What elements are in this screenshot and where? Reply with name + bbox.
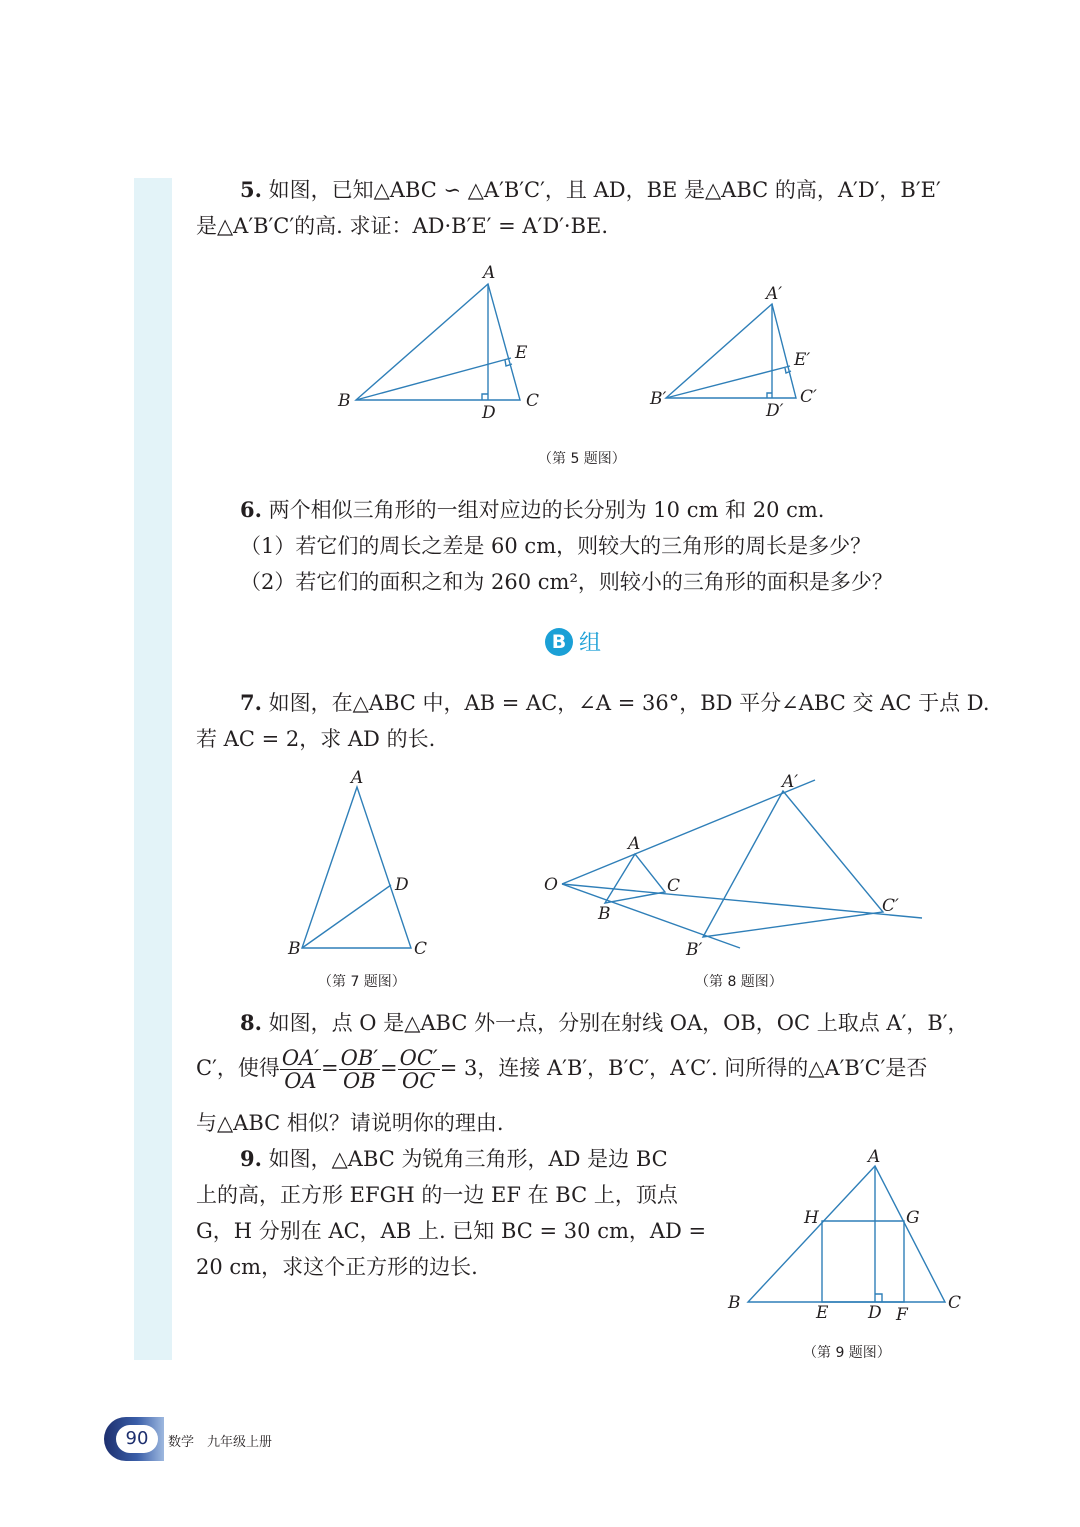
- q5-figure-right: [640, 280, 840, 430]
- group-b-heading: [545, 626, 601, 657]
- q9-line4: 20 cm，求这个正方形的边长.: [196, 1255, 478, 1279]
- triangle-abc: [748, 1166, 945, 1302]
- book-title: 数学 九年级上册: [168, 1435, 273, 1450]
- triangle-a2b2c2: [666, 304, 796, 398]
- group-label: 组: [579, 631, 602, 656]
- fraction-ob: $\frac{OB'}{OB}$: [340, 1046, 379, 1093]
- label-c: C: [948, 1293, 962, 1313]
- q8-caption: （第 8 题图）: [695, 974, 783, 990]
- label-f: F: [896, 1305, 908, 1325]
- label-e: E: [816, 1303, 829, 1323]
- fraction-oc: $\frac{OC'}{OC}$: [399, 1046, 438, 1093]
- label-e: E: [515, 343, 528, 363]
- isosceles-triangle-abc: [302, 787, 411, 948]
- label-b: B: [598, 904, 611, 924]
- right-angle-d: [875, 1294, 882, 1302]
- q7-line1: 7. 如图，在△ABC 中，AB = AC，∠A = 36°，BD 平分∠ABC 交 AC 于点 D.: [240, 690, 990, 715]
- right-angle-d2: [767, 393, 772, 398]
- label-c: C: [667, 876, 681, 896]
- q7-caption: （第 7 题图）: [318, 974, 406, 990]
- bisector-bd: [302, 885, 391, 948]
- label-c2: C′: [800, 387, 817, 407]
- label-b2: B′: [650, 389, 667, 409]
- q7-figure: [280, 765, 440, 965]
- q7-line2: 若 AC = 2，求 AD 的长.: [196, 727, 436, 751]
- triangle-abc: [605, 854, 665, 903]
- label-b: B: [728, 1293, 741, 1313]
- q9-caption: （第 9 题图）: [803, 1345, 891, 1361]
- q6-part1: （1）若它们的周长之差是 60 cm，则较大的三角形的周长是多少？: [240, 534, 872, 558]
- q9-line3: G，H 分别在 AC，AB 上. 已知 BC = 30 cm，AD =: [196, 1219, 707, 1243]
- q5-line1: 5. 如图，已知△ABC ∽ △A′B′C′，且 AD，BE 是△ABC 的高，A′D′，B′E′: [240, 177, 941, 202]
- label-o: O: [544, 875, 558, 895]
- label-a: A: [351, 768, 364, 788]
- label-a: A: [483, 263, 496, 283]
- label-b: B: [338, 391, 351, 411]
- q6-line1: 6. 两个相似三角形的一组对应边的长分别为 10 cm 和 20 cm.: [240, 497, 825, 522]
- group-badge: B: [545, 628, 573, 656]
- label-d: D: [395, 875, 409, 895]
- label-a: A: [628, 834, 641, 854]
- ray-oa: [562, 780, 815, 884]
- label-a: A: [868, 1147, 881, 1167]
- label-c2: C′: [882, 896, 899, 916]
- label-c: C: [414, 939, 428, 959]
- q5-line2: 是△A′B′C′的高. 求证：AD·B′E′ = A′D′·BE.: [196, 214, 609, 238]
- triangle-a2b2c2: [703, 791, 883, 937]
- q8-line3: 与△ABC 相似？请说明你的理由.: [196, 1111, 504, 1135]
- q5-caption: （第 5 题图）: [538, 451, 626, 467]
- label-d2: D′: [766, 401, 784, 421]
- triangle-abc: [356, 284, 520, 400]
- label-b2: B′: [686, 940, 703, 960]
- label-a2: A′: [766, 284, 783, 304]
- label-h: H: [804, 1208, 819, 1228]
- label-b: B: [288, 939, 301, 959]
- q9-line2: 上的高，正方形 EFGH 的一边 EF 在 BC 上，顶点: [196, 1183, 678, 1207]
- page-number: 90: [116, 1425, 158, 1453]
- q8-figure: [540, 765, 930, 965]
- q9-figure: [720, 1140, 980, 1330]
- q5-figure-left: [330, 260, 550, 430]
- margin-sidebar: [134, 178, 172, 1360]
- label-a2: A′: [782, 772, 799, 792]
- label-c: C: [526, 391, 540, 411]
- label-e2: E′: [794, 350, 811, 370]
- q6-part2: （2）若它们的面积之和为 260 cm²，则较小的三角形的面积是多少？: [240, 570, 893, 594]
- label-g: G: [906, 1208, 920, 1228]
- fraction-oa: $\frac{OA'}{OA}$: [281, 1046, 319, 1093]
- label-d: D: [482, 403, 496, 423]
- right-angle-d: [482, 394, 488, 400]
- ray-ob: [562, 884, 740, 948]
- label-d: D: [868, 1303, 882, 1323]
- q9-line1: 9. 如图，△ABC 为锐角三角形，AD 是边 BC: [240, 1146, 668, 1171]
- q8-line2: C′，使得 $\frac{OA'}{OA}$ = $\frac{OB'}{OB}$ = $\frac{OC'}{OC}$ = 3，连接 A′B′，B′C′，A′C′. 问所得的△A′B′C′是否: [196, 1046, 928, 1093]
- q8-line1: 8. 如图，点 O 是△ABC 外一点，分别在射线 OA，OB，OC 上取点 A′，B′，: [240, 1010, 969, 1035]
- square-efgh: [822, 1221, 904, 1302]
